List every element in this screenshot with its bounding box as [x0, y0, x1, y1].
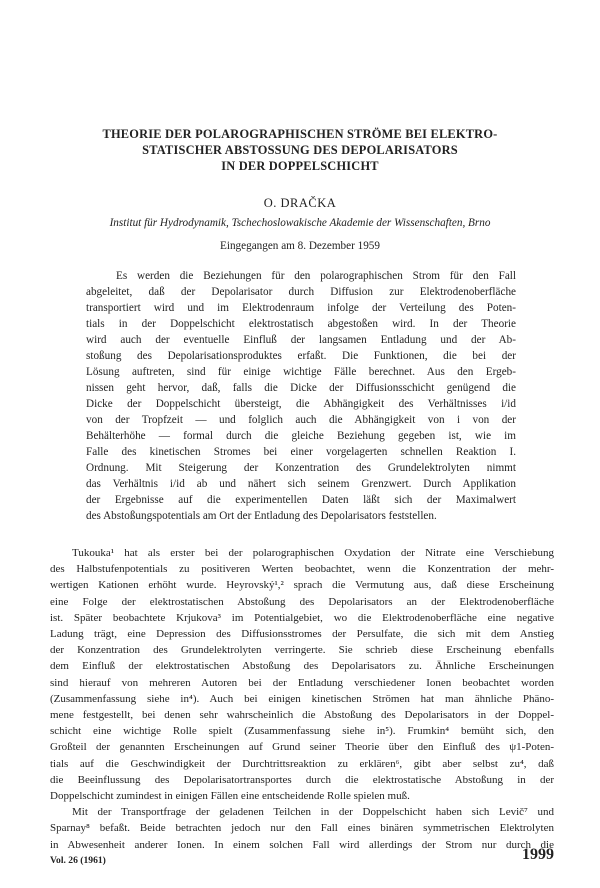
body-line: in Abwesenheit anderer Ionen. In einem solchen Fall wird allerdings der Strom nur durch die [50, 838, 554, 851]
body-line: Mit der Transportfrage der geladenen Teilchen in der Doppelschicht haben sich Levič⁷ und [72, 806, 554, 819]
abstract-line: der Ergebnisse auf die experimentellen Daten läßt sich der Maximalwert [86, 494, 516, 506]
abstract-line: wird auch der eventuelle Einfluß der langsamen Entladung und der Ab- [86, 334, 516, 346]
abstract [86, 268, 516, 524]
author-affiliation: Institut für Hydrodynamik, Tschechoslowakische Akademie der Wissenschaften, Brno [109, 217, 491, 229]
abstract-line: tials in der Doppelschicht elektrostatisch abgestoßen wird. In der Theorie [86, 318, 516, 330]
abstract-line: Lösung auftreten, sind für einige wichtige Fälle berechnet. Aus den Ergeb- [86, 366, 516, 378]
body-line: schicht eine wichtige Rolle spielt (Zusammenfassung siehe in⁵). Frumkin⁴ bemüht sich, den [50, 725, 554, 738]
body-line: mene festgestellt, bei denen sehr wahrscheinlich die Abstoßung des Depolarisators in der Doppel- [50, 709, 554, 722]
body-text [50, 545, 554, 853]
body-line: die Beeinflussung des Depolarisatortransportes durch die elektrostatische Abstoßung in der [50, 773, 554, 786]
page-number: 1999 [522, 846, 554, 863]
abstract-line: nissen geht hervor, daß, falls die Dicke der Diffusionsschicht genügend die [86, 382, 516, 394]
abstract-line: des Abstoßungspotentials am Ort der Entladung des Depolarisators feststellen. [86, 510, 437, 522]
article-title [40, 126, 560, 174]
author-name: O. DRAČKA [263, 196, 337, 210]
abstract-line: abgeleitet, daß der Depolarisator durch Diffusion zur Elektrodenoberfläche [86, 286, 516, 298]
title-line: IN DER DOPPELSCHICHT [221, 159, 379, 173]
body-line: der Konzentration des Grundelektrolyten verringerte. Sie schrieb diese Erscheinung ebenfalls [50, 644, 554, 657]
abstract-line: von der Tropfzeit — und folglich auch die Abhängigkeit von i von der [86, 414, 516, 426]
body-line: sind hierauf von mehreren Autoren bei der Entladung verschiedener Ionen beobachtet worden [50, 676, 554, 689]
body-line: Sparnay⁸ befaßt. Beide betrachten jedoch nur den Fall eines binären symmetrischen Elektrolyten [50, 822, 554, 835]
body-line: eine Folge der elektrostatischen Abstoßung des Depolarisators an der Elektrodenoberfläche [50, 595, 554, 608]
abstract-line: das Verhältnis i/id ab und nähert sich seinem Grenzwert. Durch Applikation [86, 478, 516, 490]
title-line: THEORIE DER POLAROGRAPHISCHEN STRÖME BEI ELEKTRO- [102, 127, 498, 141]
journal-volume: Vol. 26 (1961) [50, 855, 106, 866]
body-line: Tukouka¹ hat als erster bei der polarographischen Oxydation der Nitrate eine Verschiebung [72, 547, 554, 559]
body-line: des Halbstufenpotentials zu positiveren Werten beobachtet, wenn die Konzentration der mehr- [50, 563, 554, 576]
body-line: (Zusammenfassung siehe in⁴). Auch bei einigen kinetischen Strömen hat man ähnliche Phäno- [50, 692, 554, 705]
abstract-line: Falle des kinetischen Stromes bei einer vorgelagerten schnellen Reaktion I. [86, 446, 516, 458]
body-line: wertigen Kationen erhöht wurde. Heyrovský¹,² sprach die Vermutung aus, daß diese Erscheinung [50, 579, 554, 592]
abstract-line: transportiert wird und im Elektrodenraum infolge der Verteilung des Poten- [86, 302, 516, 314]
abstract-line: Es werden die Beziehungen für den polarographischen Strom für den Fall [116, 270, 516, 282]
body-line: Ladung trägt, eine Depression des Diffusionsstromes der Persulfate, die sich mit dem Anstieg [50, 628, 554, 641]
body-line: tials auf die Geschwindigkeit der Durchtrittsreaktion zu erklären⁶, gibt aber selbst zu⁴, daß [50, 757, 554, 770]
abstract-line: stoßung des Depolarisationsproduktes erfaßt. Die Funktionen, die bei der [86, 350, 516, 362]
abstract-line: Ordnung. Mit Steigerung der Konzentration des Grundelektrolyten nimmt [86, 462, 516, 474]
received-date: Eingegangen am 8. Dezember 1959 [220, 240, 380, 252]
body-line: Großteil der genannten Erscheinungen auf Grund seiner Theorie über den Einfluß des ψ1-Poten- [50, 741, 554, 754]
abstract-line: Dicke der Doppelschicht übersteigt, die Abhängigkeit des Verhältnisses i/id [86, 398, 516, 410]
body-line: Doppelschicht zumindest in einigen Fällen eine entscheidende Rolle spielen muß. [50, 790, 410, 803]
title-line: STATISCHER ABSTOSSUNG DES DEPOLARISATORS [142, 143, 458, 157]
body-line: dem Einfluß der elektrostatischen Abstoßung des Depolarisators zu. Ähnliche Erscheinungen [50, 660, 554, 673]
body-line: ist. Später beobachtete Krjukova³ im Potentialgebiet, wo die Elektrodenoberfläche eine negative [50, 611, 554, 624]
abstract-line: Behälterhöhe — formal durch die gleiche Beziehung gegeben ist, wie im [86, 430, 516, 442]
